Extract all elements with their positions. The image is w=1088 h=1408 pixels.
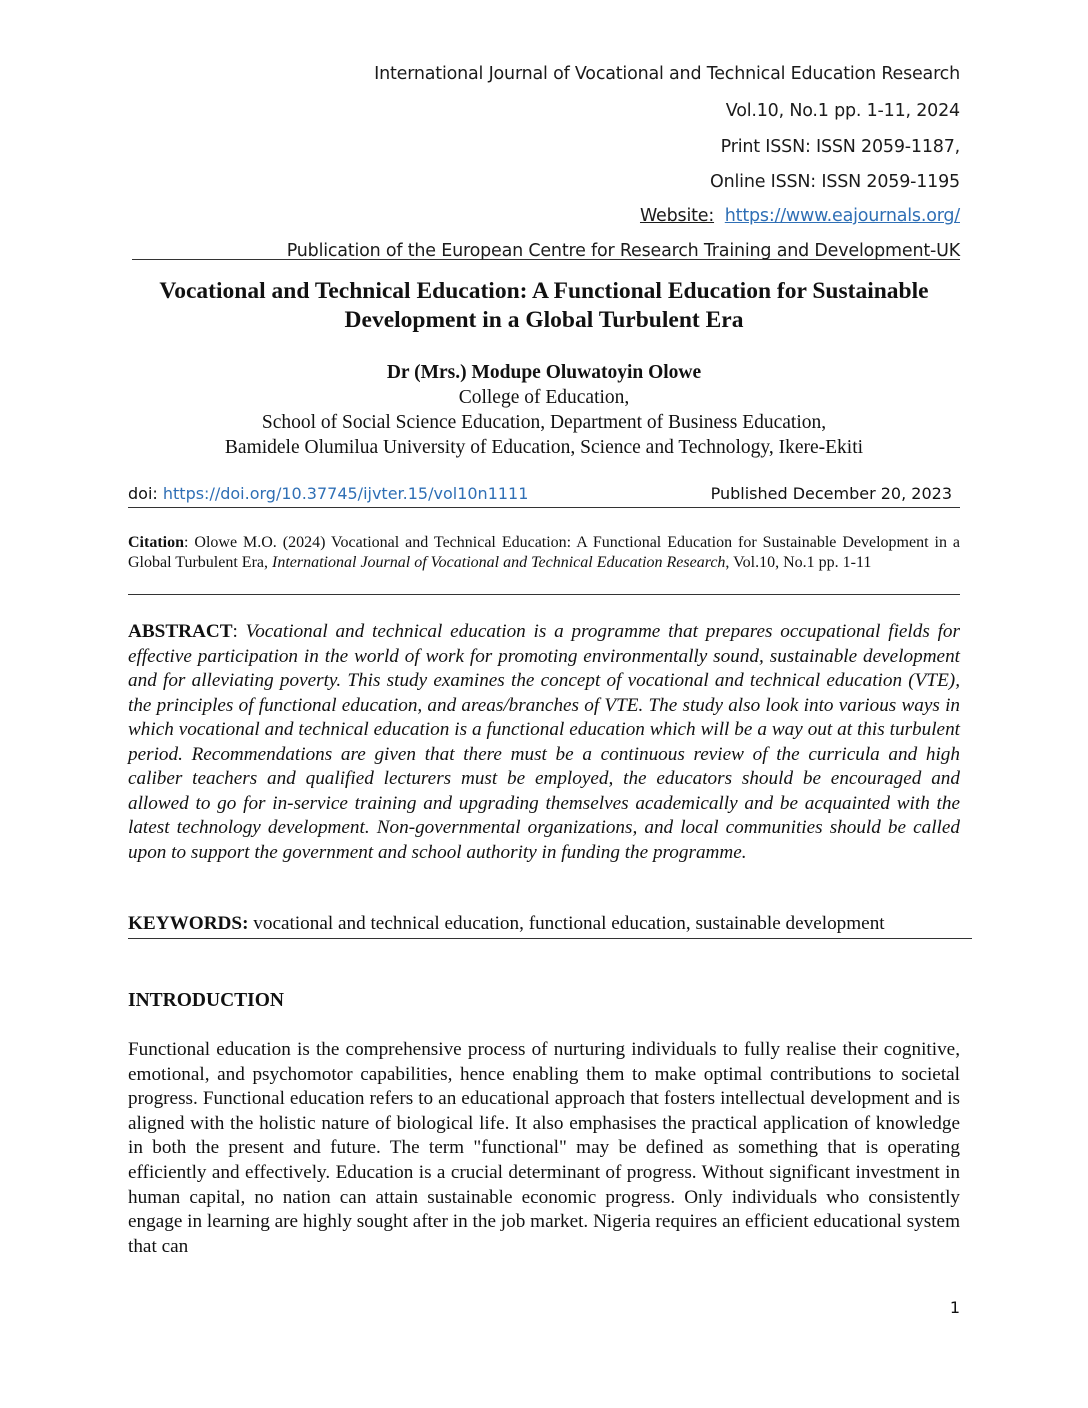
paper-title (110, 277, 978, 335)
website-label: Website: (639, 206, 715, 226)
citation (128, 533, 960, 573)
keywords-label: KEYWORDS: (128, 913, 249, 934)
affiliation-1: College of Education, (458, 387, 630, 408)
doi-row (128, 484, 960, 503)
citation-rule (128, 594, 960, 595)
author-block (100, 360, 988, 460)
abstract-label: ABSTRACT (128, 621, 233, 642)
doi-link[interactable]: https://doi.org/10.37745/ijvter.15/vol10n1111 (162, 484, 529, 503)
introduction-heading: INTRODUCTION (128, 990, 285, 1011)
volume-info: Vol.10, No.1 pp. 1-11, 2024 (725, 101, 960, 121)
page-number: 1 (949, 1298, 960, 1317)
online-issn: Online ISSN: ISSN 2059-1195 (710, 172, 960, 192)
keywords-text: vocational and technical education, functional education, sustainable development (248, 913, 885, 934)
abstract-text: Vocational and technical education is a programme that prepares occupational fields for effective participation in the world of work for promoting environmentally sound, sustainable development and for alleviating poverty. This study examines the concept of vocational and technical education (VTE), the principles of functional education, and areas/branches of VTE. The study also look into various ways in which vocational and technical education is a functional education which will be a way out at this turbulent period. Recommendations are given that there must be a continuous review of the curricula and high caliber teachers and qualified lecturers must be employed, the educators should be encouraged and allowed to go for in-service training and upgrading themselves academically and be acquainted with the latest technology development. Non-governmental organizations, and local communities should be called upon to support the government and school authority in funding the programme. (128, 621, 960, 863)
published-date: Published December 20, 2023 (710, 484, 952, 503)
keywords-rule (128, 938, 972, 939)
title-line-2: Development in a Global Turbulent Era (344, 307, 744, 333)
citation-text-1: : Olowe M.O. (2024) Vocational and Technical Education: A Functional Education for Sustainable Development in a Global Turbulent Era, (128, 534, 960, 571)
abstract (128, 620, 960, 865)
citation-label: Citation (128, 534, 184, 551)
affiliation-2: School of Social Science Education, Department of Business Education, (261, 412, 827, 433)
citation-journal: International Journal of Vocational and Technical Education Research (272, 554, 726, 571)
citation-text-2: , Vol.10, No.1 pp. 1-11 (725, 554, 872, 571)
introduction-paragraph: Functional education is the comprehensive process of nurturing individuals to fully realise their cognitive, emotional, and psychomotor capabilities, hence enabling them to make optimal contributions to societal progress. Functional education refers to an educational approach that fosters intellectual development and is aligned with the holistic nature of biological life. It also emphasises the practical application of knowledge in both the present and future. The term "functional" may be defined as something that is operating efficiently and effectively. Education is a crucial determinant of progress. Without significant investment in human capital, no nation can attain sustainable economic progress. Only individuals who consistently engage in learning are highly sought after in the job market. Nigeria requires an efficient educational system that can (128, 1039, 960, 1257)
journal-name: International Journal of Vocational and Technical Education Research (374, 64, 960, 84)
doi-label: doi: (128, 484, 158, 503)
title-line-1: Vocational and Technical Education: A Functional Education for Sustainable (159, 278, 929, 304)
website-row (640, 206, 960, 226)
keywords (128, 913, 885, 935)
doi-rule (128, 507, 960, 508)
publisher-line: Publication of the European Centre for Research Training and Development-UK (286, 241, 960, 261)
author-name: Dr (Mrs.) Modupe Oluwatoyin Olowe (386, 362, 702, 383)
website-link[interactable]: https://www.eajournals.org/ (724, 206, 960, 226)
affiliation-3: Bamidele Olumilua University of Education, Science and Technology, Ikere-Ekiti (224, 437, 864, 458)
print-issn: Print ISSN: ISSN 2059-1187, (720, 137, 960, 157)
abstract-colon: : (232, 621, 246, 642)
